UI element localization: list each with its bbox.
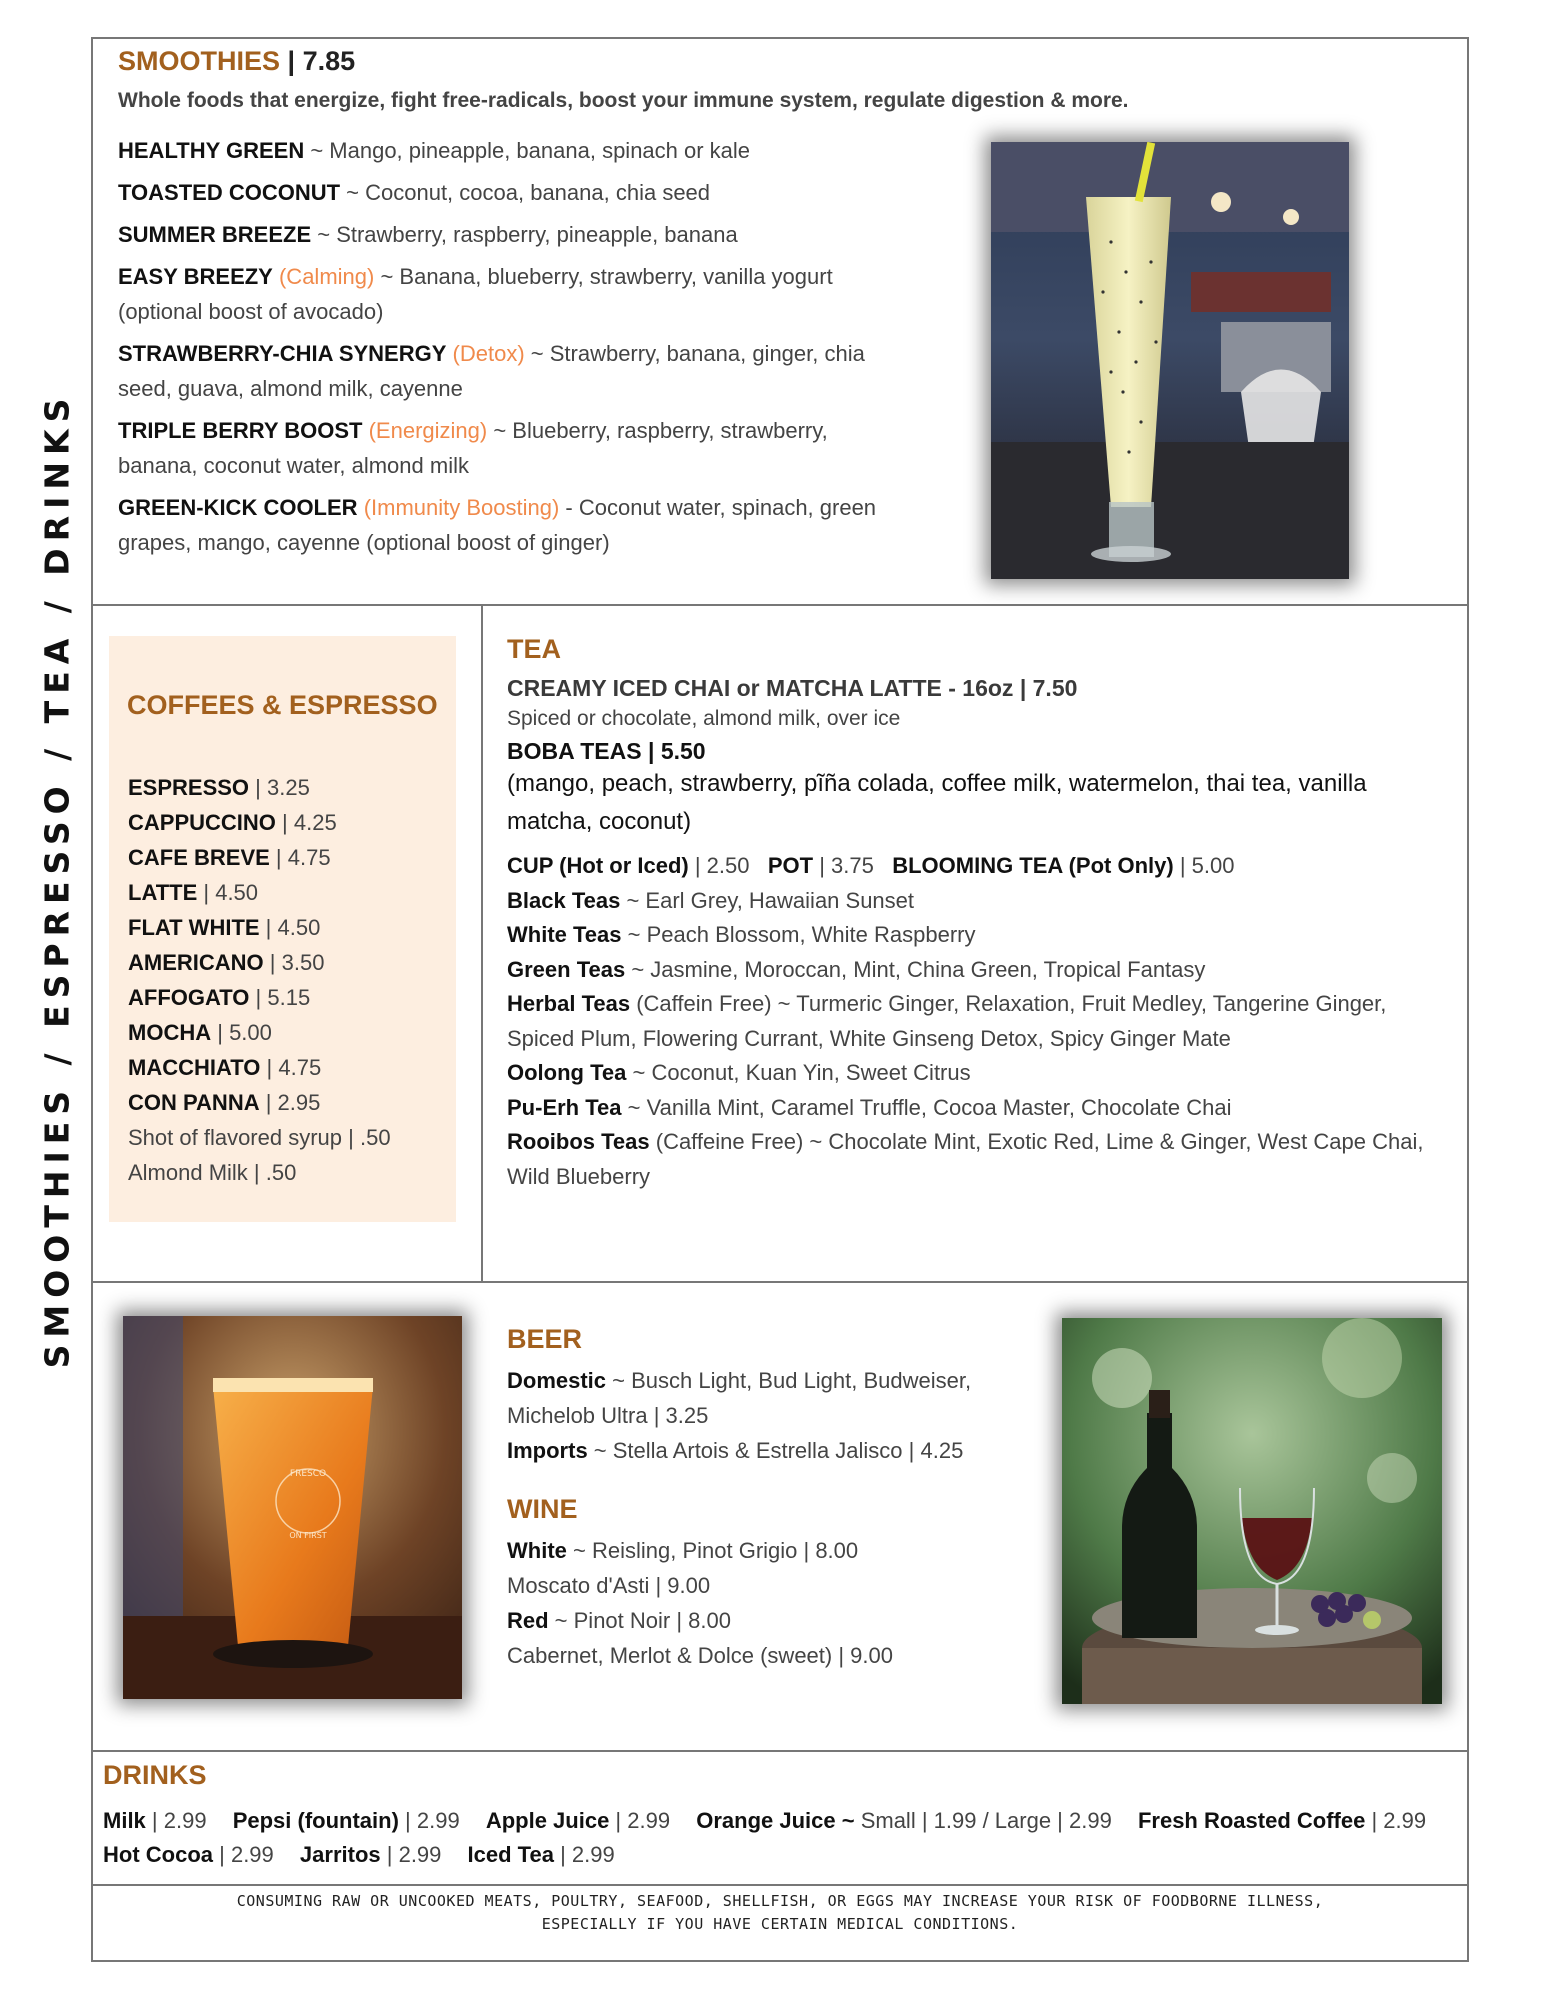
coffee-item: CAPPUCCINO | 4.25 bbox=[128, 810, 337, 835]
wine-red: Red ~ Pinot Noir | 8.00 bbox=[507, 1608, 731, 1633]
wine-white-2: Moscato d'Asti | 9.00 bbox=[507, 1573, 711, 1598]
smoothie-photo-illustration bbox=[991, 142, 1349, 579]
wine-white: White ~ Reisling, Pinot Grigio | 8.00 bbox=[507, 1538, 859, 1563]
svg-text:ON FIRST: ON FIRST bbox=[289, 1531, 327, 1540]
coffee-title: COFFEES & ESPRESSO bbox=[127, 690, 438, 720]
coffee-extra: Shot of flavored syrup | .50 bbox=[128, 1125, 391, 1150]
coffee-item: AMERICANO | 3.50 bbox=[128, 950, 325, 975]
disclaimer-line-1: CONSUMING RAW OR UNCOOKED MEATS, POULTRY, SEAFOOD, SHELLFISH, OR EGGS MAY INCREASE YOUR RISK OF FOODBORNE ILLNESS, bbox=[236, 1892, 1324, 1910]
smoothie-item: HEALTHY GREEN ~ Mango, pineapple, banana, spinach or kale bbox=[118, 138, 751, 163]
chai-description: Spiced or chocolate, almond milk, over ice bbox=[507, 707, 901, 730]
smoothie-item: GREEN-KICK COOLER (Immunity Boosting) - Coconut water, spinach, green grapes, mango, cayenne (optional boost of ginger) bbox=[118, 495, 877, 555]
coffee-item: ESPRESSO | 3.25 bbox=[128, 775, 310, 800]
tea-type: White Teas ~ Peach Blossom, White Raspberry bbox=[507, 922, 976, 947]
side-title: SMOOTHIES / ESPRESSO / TEA / DRINKS bbox=[37, 391, 77, 1369]
smoothie-photo bbox=[991, 142, 1349, 579]
beer-photo-illustration bbox=[123, 1316, 462, 1699]
smoothies-description: Whole foods that energize, fight free-radicals, boost your immune system, regulate digestion & more. bbox=[118, 89, 1129, 112]
divider-drinks bbox=[91, 1750, 1469, 1752]
coffee-panel bbox=[109, 636, 456, 1222]
coffee-item: LATTE | 4.50 bbox=[128, 880, 259, 905]
wine-red-2: Cabernet, Merlot & Dolce (sweet) | 9.00 bbox=[507, 1643, 893, 1668]
smoothie-item: EASY BREEZY (Calming) ~ Banana, blueberry, strawberry, vanilla yogurt (optional boost of avocado) bbox=[118, 264, 833, 324]
smoothie-item: STRAWBERRY-CHIA SYNERGY (Detox) ~ Strawberry, banana, ginger, chia seed, guava, almond milk, cayenne bbox=[118, 341, 865, 401]
drinks-line-2: Hot Cocoa | 2.99 Jarritos | 2.99 Iced Tea | 2.99 bbox=[103, 1842, 615, 1867]
smoothies-list bbox=[118, 133, 908, 567]
smoothie-item: TRIPLE BERRY BOOST (Energizing) ~ Blueberry, raspberry, strawberry, banana, coconut water, almond milk bbox=[118, 418, 828, 478]
divider-footer bbox=[91, 1884, 1469, 1886]
boba-description: (mango, peach, strawberry, pĩña colada, coffee milk, watermelon, thai tea, vanilla matcha, coconut) bbox=[507, 770, 1367, 835]
tea-section bbox=[507, 634, 1457, 1194]
smoothies-title: SMOOTHIES bbox=[118, 46, 281, 76]
coffee-item: MOCHA | 5.00 bbox=[128, 1020, 272, 1045]
wine-section bbox=[507, 1492, 1027, 1673]
beer-domestic: Domestic ~ Busch Light, Bud Light, Budweiser, Michelob Ultra | 3.25 bbox=[507, 1368, 972, 1428]
smoothies-heading: SMOOTHIES | 7.85 bbox=[118, 46, 356, 76]
boba-heading: BOBA TEAS | 5.50 bbox=[507, 738, 706, 764]
drinks-title: DRINKS bbox=[103, 1760, 207, 1790]
tea-title: TEA bbox=[507, 634, 561, 664]
tea-sizes: CUP (Hot or Iced) | 2.50 POT | 3.75 BLOOMING TEA (Pot Only) | 5.00 bbox=[507, 853, 1235, 878]
drinks-line-1: Milk | 2.99 Pepsi (fountain) | 2.99 Apple Juice | 2.99 Orange Juice ~ Small | 1.99 / Large | 2.99 Fresh Roasted Coffee | 2.99 bbox=[103, 1808, 1427, 1833]
wine-photo-illustration bbox=[1062, 1318, 1442, 1704]
divider-tea-beer bbox=[91, 1281, 1469, 1283]
beer-section bbox=[507, 1322, 1027, 1468]
smoothie-item: SUMMER BREEZE ~ Strawberry, raspberry, pineapple, banana bbox=[118, 222, 738, 247]
disclaimer-line-2: ESPECIALLY IF YOU HAVE CERTAIN MEDICAL CONDITIONS. bbox=[541, 1915, 1019, 1933]
beer-glass-logo: FRESCO bbox=[289, 1469, 327, 1479]
tea-list bbox=[507, 849, 1457, 1194]
tea-type: Black Teas ~ Earl Grey, Hawaiian Sunset bbox=[507, 887, 915, 913]
tea-type: Green Teas ~ Jasmine, Moroccan, Mint, China Green, Tropical Fantasy bbox=[507, 956, 1206, 982]
coffee-extra: Almond Milk | .50 bbox=[128, 1160, 297, 1185]
coffee-item: AFFOGATO | 5.15 bbox=[128, 985, 311, 1010]
beer-title: BEER bbox=[507, 1324, 583, 1354]
coffee-item: CAFE BREVE | 4.75 bbox=[128, 845, 331, 870]
wine-photo bbox=[1062, 1318, 1442, 1704]
coffee-list bbox=[128, 770, 391, 1190]
health-disclaimer bbox=[91, 1890, 1469, 1936]
smoothies-price: 7.85 bbox=[302, 46, 356, 76]
beer-photo bbox=[123, 1316, 462, 1699]
tea-type: Pu-Erh Tea ~ Vanilla Mint, Caramel Truffle, Cocoa Master, Chocolate Chai bbox=[507, 1094, 1232, 1120]
wine-title: WINE bbox=[507, 1494, 578, 1524]
divider-coffee-tea bbox=[481, 604, 483, 1281]
chai-heading: CREAMY ICED CHAI or MATCHA LATTE - 16oz | 7.50 bbox=[507, 675, 1078, 701]
coffee-item: MACCHIATO | 4.75 bbox=[128, 1055, 322, 1080]
coffee-item: CON PANNA | 2.95 bbox=[128, 1090, 321, 1115]
coffee-item: FLAT WHITE | 4.50 bbox=[128, 915, 321, 940]
smoothie-item: TOASTED COCONUT ~ Coconut, cocoa, banana, chia seed bbox=[118, 180, 711, 205]
divider-smoothies bbox=[91, 604, 1469, 606]
tea-type: Herbal Teas (Caffein Free) ~ Turmeric Ginger, Relaxation, Fruit Medley, Tangerine Ginger, Spiced Plum, Flowering Currant, White Ginseng Detox, Spicy Ginger Mate bbox=[507, 991, 1387, 1051]
tea-type: Oolong Tea ~ Coconut, Kuan Yin, Sweet Citrus bbox=[507, 1060, 971, 1085]
tea-type: Rooibos Teas (Caffeine Free) ~ Chocolate Mint, Exotic Red, Lime & Ginger, West Cape Chai, Wild Blueberry bbox=[507, 1129, 1424, 1189]
beer-imports: Imports ~ Stella Artois & Estrella Jalisco | 4.25 bbox=[507, 1438, 964, 1463]
